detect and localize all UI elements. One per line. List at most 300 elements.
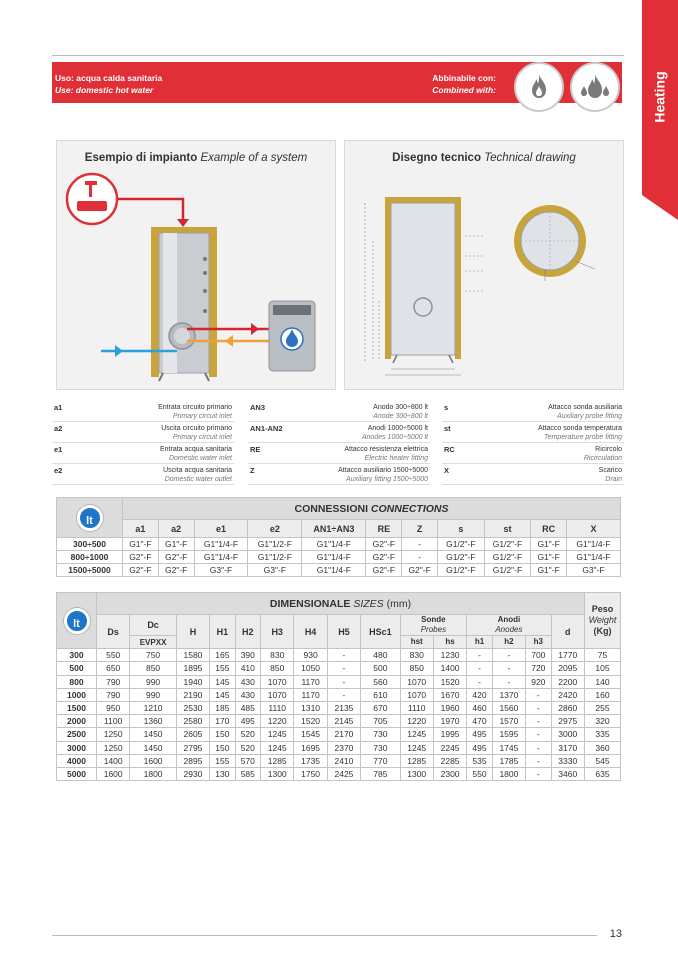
legend-item [248,401,430,422]
table-row [57,754,621,767]
table-cell: G2"-F [123,551,159,564]
legend-code: e2 [54,466,63,475]
use-label-it: Uso: acqua calda sanitaria [55,73,163,83]
table-cell: 2425 [327,767,360,780]
table-row [57,767,621,780]
row-label: 2000 [57,715,97,728]
table-cell: G2"-F [123,564,159,577]
weight-en: Weight [588,615,617,626]
table-cell: 585 [235,767,260,780]
table-cell: 1245 [261,741,294,754]
table-cell: 255 [585,701,621,714]
connections-column-header: RC [531,520,567,538]
table-cell: 1750 [294,767,327,780]
table-cell: 790 [97,675,130,688]
combined-label [396,72,496,96]
table-cell: 1570 [492,715,525,728]
table-cell: G1"-F [531,538,567,551]
table-cell: G1/2"-F [484,551,531,564]
table-cell: G1/2"-F [438,564,485,577]
table-cell: 1370 [492,688,525,701]
table-cell: 145 [210,675,235,688]
legend-en: Anodes 1000÷5000 lt [361,434,428,441]
technical-drawing-title-en: Technical drawing [484,152,576,164]
table-cell: 390 [235,649,260,662]
table-cell: 460 [467,701,492,714]
table-cell: 990 [130,688,176,701]
table-cell: 2975 [551,715,584,728]
col-hsc1: HSc1 [361,615,400,649]
legend-code: a1 [54,403,63,412]
table-cell: 1300 [400,767,433,780]
table-cell: 2145 [327,715,360,728]
col-d: d [551,615,584,649]
anodes-it: Anodi [497,615,521,624]
table-cell: - [526,715,551,728]
table-cell: 1695 [294,741,327,754]
table-cell: 75 [585,649,621,662]
table-cell: - [526,767,551,780]
table-cell: - [526,741,551,754]
row-label: 4000 [57,754,97,767]
legend-text [161,424,232,442]
table-cell: - [467,662,492,675]
table-cell: 1970 [433,715,466,728]
row-label: 1500 [57,701,97,714]
table-cell: G3"-F [567,564,621,577]
technical-drawing-title [345,152,623,164]
legend-text [344,445,428,463]
technical-drawing-panel [344,140,624,390]
liters-logo: lt [64,608,90,634]
table-cell: 165 [210,649,235,662]
table-cell: 850 [261,662,294,675]
legend-it: Attacco ausiliario 1500÷5000 [338,467,428,474]
legend-code: AN1-AN2 [250,424,283,433]
table-cell: - [492,662,525,675]
table-cell: 2410 [327,754,360,767]
table-cell: 2860 [551,701,584,714]
table-cell: - [526,688,551,701]
legend-it: Attacco sonda ausiliaria [548,404,622,411]
col-h: H [176,615,209,649]
table-cell: 705 [361,715,400,728]
dimensions-title-en: SIZES [353,597,384,610]
legend-text [548,403,622,421]
anodes-en: Anodes [495,625,523,634]
table-cell: 160 [585,688,621,701]
table-cell: G2"-F [366,538,402,551]
table-cell: 1170 [294,688,327,701]
table-cell: 1360 [130,715,176,728]
table-cell: 1450 [130,741,176,754]
row-label: 3000 [57,741,97,754]
legend-item [52,422,234,443]
table-cell: 2930 [176,767,209,780]
row-label: 800 [57,675,97,688]
legend-code: a2 [54,424,63,433]
legend-text [160,445,232,463]
table-cell: G1/2"-F [484,538,531,551]
table-cell: 105 [585,662,621,675]
col-anode-h3: h3 [526,636,551,649]
table-cell: 1520 [294,715,327,728]
legend-code: AN3 [250,403,266,412]
liters-logo: lt [77,505,103,531]
probes-en: Probes [420,625,447,634]
table-cell: G1"1/4-F [194,551,248,564]
table-cell: - [526,754,551,767]
legend-en: Primary circuit inlet [172,413,232,420]
table-cell: 430 [235,675,260,688]
table-cell: - [526,728,551,741]
legend-code: s [444,403,449,412]
table-cell: 1110 [400,701,433,714]
table-cell: 1600 [130,754,176,767]
table-cell: 1170 [294,675,327,688]
table-cell: 830 [400,649,433,662]
table-cell: 1245 [400,741,433,754]
weight-unit: (Kg) [593,626,612,637]
table-cell: 1070 [261,675,294,688]
table-cell: 335 [585,728,621,741]
connections-column-header: X [567,520,621,538]
table-cell: 1400 [97,754,130,767]
connections-title-en: CONNECTIONS [370,502,449,515]
connection-legend [52,401,624,485]
table-cell: 140 [585,675,621,688]
table-cell: G1"1/4-F [302,551,366,564]
legend-it: Anodi 1000÷5000 lt [367,425,428,432]
table-cell: 560 [361,675,400,688]
table-cell: 2580 [176,715,209,728]
table-cell: 790 [97,688,130,701]
weight-header [585,593,621,649]
legend-text [538,424,622,442]
col-hst: hst [400,636,433,649]
table-cell: G1"-F [123,538,159,551]
legend-item [442,464,624,485]
table-cell: - [467,649,492,662]
connections-column-header: e2 [248,520,302,538]
table-cell: 2135 [327,701,360,714]
table-cell: 1520 [433,675,466,688]
table-cell: 1110 [261,701,294,714]
table-cell: 2420 [551,688,584,701]
table-cell: - [526,701,551,714]
col-dc: Dc [130,615,176,636]
system-example-title-en: Example of a system [200,152,308,164]
table-cell: 480 [361,649,400,662]
dimensions-unit: (mm) [386,597,412,610]
table-cell: 1285 [261,754,294,767]
table-cell: 495 [467,728,492,741]
table-cell: G1/2"-F [438,538,485,551]
legend-item [442,422,624,443]
anodes-header [467,615,551,636]
col-h3: H3 [261,615,294,649]
table-cell: 550 [467,767,492,780]
table-cell: 1595 [492,728,525,741]
table-row [57,688,621,701]
legend-item [442,401,624,422]
table-cell: - [402,551,438,564]
table-cell: G2"-F [402,564,438,577]
table-cell: 1580 [176,649,209,662]
legend-en: Anode 300÷800 lt [373,413,428,420]
table-cell: 570 [235,754,260,767]
connections-column-header: a2 [158,520,194,538]
legend-code: RC [444,445,455,454]
table-cell: 1400 [433,662,466,675]
legend-text [584,445,622,463]
table-cell: 1670 [433,688,466,701]
table-cell: 2300 [433,767,466,780]
legend-en: Drain [605,476,622,483]
legend-it: Attacco sonda temperatura [537,425,622,432]
table-cell: 1070 [400,675,433,688]
table-cell: 1770 [551,649,584,662]
table-cell: 1250 [97,741,130,754]
table-cell: 1560 [492,701,525,714]
row-label: 1000 [57,688,97,701]
col-h1: H1 [210,615,235,649]
row-label: 300 [57,649,97,662]
weight-it: Peso [591,604,614,615]
table-cell: G1"1/4-F [567,538,621,551]
table-cell: G1/2"-F [438,551,485,564]
row-label: 5000 [57,767,97,780]
legend-item [248,422,430,443]
table-cell: 750 [130,649,176,662]
row-label: 2500 [57,728,97,741]
table-cell: G2"-F [158,551,194,564]
connections-column-header: st [484,520,531,538]
legend-text [362,424,428,442]
table-cell: 730 [361,741,400,754]
table-cell: 1545 [294,728,327,741]
table-cell: 2285 [433,754,466,767]
table-cell: - [492,649,525,662]
table-cell: - [327,662,360,675]
table-cell: 520 [235,741,260,754]
table-cell: G1"1/4-F [567,551,621,564]
table-cell: 2530 [176,701,209,714]
legend-en: Primary circuit inlet [172,434,232,441]
combined-label-it: Abbinabile con: [432,73,496,83]
table-cell: 1800 [492,767,525,780]
legend-it: Anodo 300÷800 lt [373,404,428,411]
table-cell: - [467,675,492,688]
use-label [55,72,162,96]
table-row [57,675,621,688]
table-cell: 1785 [492,754,525,767]
table-cell: 850 [400,662,433,675]
dimensions-body [57,649,621,781]
bottom-rule [52,935,597,936]
table-cell: G1"1/4-F [302,538,366,551]
table-cell: 3460 [551,767,584,780]
use-label-en: Use: domestic hot water [55,85,154,95]
legend-code: Z [250,466,255,475]
col-hs: hs [433,636,466,649]
table-cell: 410 [235,662,260,675]
table-cell: 1940 [176,675,209,688]
legend-item [248,464,430,485]
row-label: 1500÷5000 [57,564,123,577]
table-cell: 635 [585,767,621,780]
flame-drop-icon [570,62,620,112]
table-cell: 3000 [551,728,584,741]
dimensions-title [97,593,585,615]
table-row [57,662,621,675]
side-tab-label-wrap [642,62,678,132]
table-cell: 360 [585,741,621,754]
table-cell: G1"-F [531,564,567,577]
col-h5: H5 [327,615,360,649]
table-cell: G3"-F [194,564,248,577]
side-tab-label: Heating [652,71,668,123]
table-cell: 1285 [400,754,433,767]
table-cell: - [327,675,360,688]
legend-item [52,464,234,485]
table-cell: G1"1/4-F [194,538,248,551]
table-cell: 150 [210,741,235,754]
table-cell: 3170 [551,741,584,754]
table-cell: 1300 [261,767,294,780]
table-row [57,538,621,551]
table-cell: 1220 [400,715,433,728]
table-cell: 2200 [551,675,584,688]
table-cell: 1735 [294,754,327,767]
connections-title [123,498,621,520]
table-cell: 650 [97,662,130,675]
legend-en: Temperature probe fitting [544,434,622,441]
legend-code: X [444,466,450,475]
legend-text [338,466,428,484]
table-cell: 545 [585,754,621,767]
table-cell: 155 [210,754,235,767]
table-cell: - [492,675,525,688]
table-cell: 920 [526,675,551,688]
table-cell: 1450 [130,728,176,741]
table-cell: 1960 [433,701,466,714]
legend-it: Attacco resistenza elettrica [344,446,428,453]
table-cell: 830 [261,649,294,662]
connections-table [56,497,621,577]
connections-body [57,538,621,577]
table-cell: 170 [210,715,235,728]
table-cell: 1100 [97,715,130,728]
legend-text [599,466,622,484]
dimensions-title-it: DIMENSIONALE [269,597,351,610]
table-cell: 1245 [400,728,433,741]
table-cell: 500 [361,662,400,675]
legend-item [248,443,430,464]
table-cell: 670 [361,701,400,714]
table-row [57,564,621,577]
table-cell: 850 [130,662,176,675]
table-cell: 1070 [400,688,433,701]
table-row [57,649,621,662]
table-cell: 1220 [261,715,294,728]
col-anode-h1: h1 [467,636,492,649]
table-cell: G1/2"-F [484,564,531,577]
table-cell: 2605 [176,728,209,741]
table-cell: 1050 [294,662,327,675]
table-cell: 155 [210,662,235,675]
dimensions-table [56,592,621,781]
technical-drawing-title-it: Disegno tecnico [392,152,481,164]
row-label: 800÷1000 [57,551,123,564]
col-ds: Ds [97,615,130,649]
table-cell: 1230 [433,649,466,662]
table-cell: G2"-F [366,564,402,577]
legend-text [163,466,232,484]
flame-icon [514,62,564,112]
table-cell: 2370 [327,741,360,754]
technical-drawing-illustration [345,141,625,391]
legend-text [373,403,428,421]
table-cell: 470 [467,715,492,728]
dimensions-logo-cell [57,593,97,649]
connections-column-header: e1 [194,520,248,538]
table-row [57,715,621,728]
table-cell: G1"1/2-F [248,551,302,564]
table-cell: 990 [130,675,176,688]
legend-en: Auxiliary probe fitting [557,413,622,420]
col-h2: H2 [235,615,260,649]
table-cell: 1895 [176,662,209,675]
table-cell: G1"1/4-F [302,564,366,577]
table-cell: 320 [585,715,621,728]
system-example-illustration [57,141,337,391]
table-cell: - [327,688,360,701]
table-row [57,741,621,754]
legend-en: Domestic water inlet [168,455,232,462]
table-row [57,728,621,741]
table-cell: 1070 [261,688,294,701]
table-cell: G3"-F [248,564,302,577]
table-cell: 1745 [492,741,525,754]
table-cell: 1995 [433,728,466,741]
col-anode-h2: h2 [492,636,525,649]
legend-it: Scarico [598,467,622,474]
table-cell: 3330 [551,754,584,767]
legend-en: Auxiliary fitting 1500÷5000 [345,476,428,483]
legend-code: RE [250,445,261,454]
table-cell: 2190 [176,688,209,701]
connections-column-header: Z [402,520,438,538]
legend-en: Electric heater fitting [364,455,428,462]
table-cell: 2795 [176,741,209,754]
table-cell: 420 [467,688,492,701]
connections-column-header-row [57,520,621,538]
table-cell: 495 [467,741,492,754]
row-label: 300÷500 [57,538,123,551]
legend-item [52,443,234,464]
table-cell: 145 [210,688,235,701]
system-example-title [57,152,335,164]
table-cell: 130 [210,767,235,780]
legend-it: Uscita circuito primario [161,425,232,432]
table-cell: 485 [235,701,260,714]
table-cell: 2170 [327,728,360,741]
table-cell: 930 [294,649,327,662]
connections-column-header: a1 [123,520,159,538]
table-cell: 1600 [97,767,130,780]
table-cell: 430 [235,688,260,701]
